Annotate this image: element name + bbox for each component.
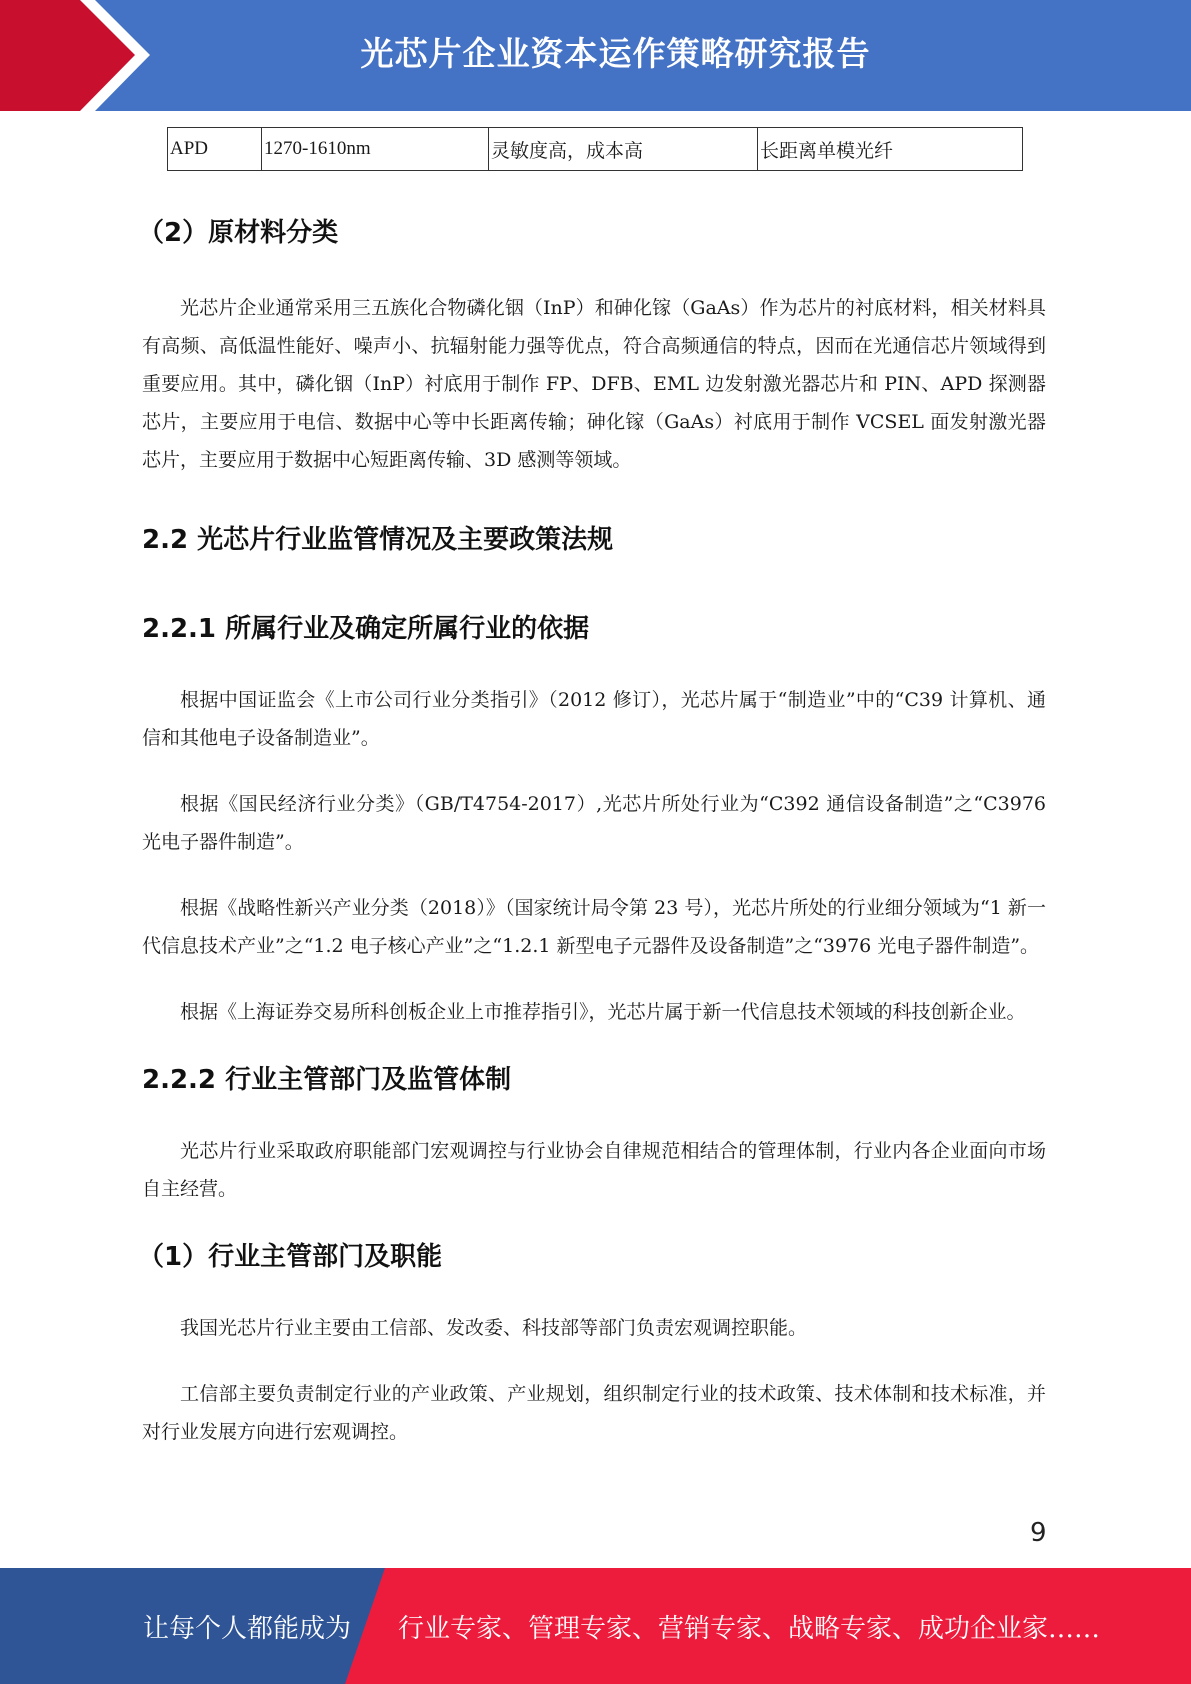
page-footer	[0, 1568, 1191, 1684]
paragraph: 光芯片行业采取政府职能部门宏观调控与行业协会自律规范相结合的管理体制，行业内各企业面向市场自主经营。	[142, 1140, 1046, 1200]
heading-departments: （1）行业主管部门及职能	[138, 1242, 443, 1272]
page-header	[0, 0, 1191, 111]
paragraph: 工信部主要负责制定行业的产业政策、产业规划，组织制定行业的技术政策、技术体制和技术标准，并对行业发展方向进行宏观调控。	[142, 1383, 1046, 1443]
report-title: 光芯片企业资本运作策略研究报告	[360, 34, 871, 73]
paragraph: 根据《国民经济行业分类》（GB/T4754-2017）,光芯片所处行业为“C392 通信设备制造”之“C3976 光电子器件制造”。	[142, 793, 1046, 853]
paragraph: 根据《战略性新兴产业分类（2018）》（国家统计局令第 23 号），光芯片所处的行业细分领域为“1 新一代信息技术产业”之“1.2 电子核心产业”之“1.2.1 新型电子元器件及设备制造”之“3976 光电子器件制造”。	[142, 897, 1046, 957]
heading-section-2-2: 2.2 光芯片行业监管情况及主要政策法规	[142, 525, 614, 555]
table-row	[168, 128, 1023, 171]
table-cell: 灵敏度高，成本高	[489, 128, 758, 171]
paragraph: 光芯片企业通常采用三五族化合物磷化铟（InP）和砷化镓（GaAs）作为芯片的衬底材料，相关材料具有高频、高低温性能好、噪声小、抗辐射能力强等优点，符合高频通信的特点，因而在光通信芯片领域得到重要应用。其中，磷化铟（InP）衬底用于制作 FP、DFB、EML 边发射激光器芯片和 PIN、APD 探测器芯片，主要应用于电信、数据中心等中长距离传输；砷化镓（GaAs）衬底用于制作 VCSEL 面发射激光器芯片，主要应用于数据中心短距离传输、3D 感测等领域。	[142, 297, 1046, 471]
table-cell: APD	[168, 128, 262, 171]
heading-section-2-2-1: 2.2.1 所属行业及确定所属行业的依据	[142, 614, 590, 644]
table-cell: 长距离单模光纤	[758, 128, 1023, 171]
footer-slogan-right: 行业专家、管理专家、营销专家、战略专家、成功企业家……	[398, 1614, 1101, 1644]
paragraph: 根据《上海证券交易所科创板企业上市推荐指引》，光芯片属于新一代信息技术领域的科技创新企业。	[180, 1001, 1026, 1023]
paragraph: 我国光芯片行业主要由工信部、发改委、科技部等部门负责宏观调控职能。	[180, 1317, 808, 1339]
table-cell: 1270-1610nm	[262, 128, 489, 171]
heading-section-2-2-2: 2.2.2 行业主管部门及监管体制	[142, 1065, 512, 1095]
page-number: 9	[1030, 1518, 1047, 1548]
paragraph: 根据中国证监会《上市公司行业分类指引》（2012 修订），光芯片属于“制造业”中的“C39 计算机、通信和其他电子设备制造业”。	[142, 689, 1046, 749]
detector-spec-table	[167, 127, 1023, 171]
heading-raw-material: （2）原材料分类	[138, 218, 339, 248]
footer-slogan-left: 让每个人都能成为	[143, 1614, 352, 1644]
document-body	[138, 200, 1046, 1479]
